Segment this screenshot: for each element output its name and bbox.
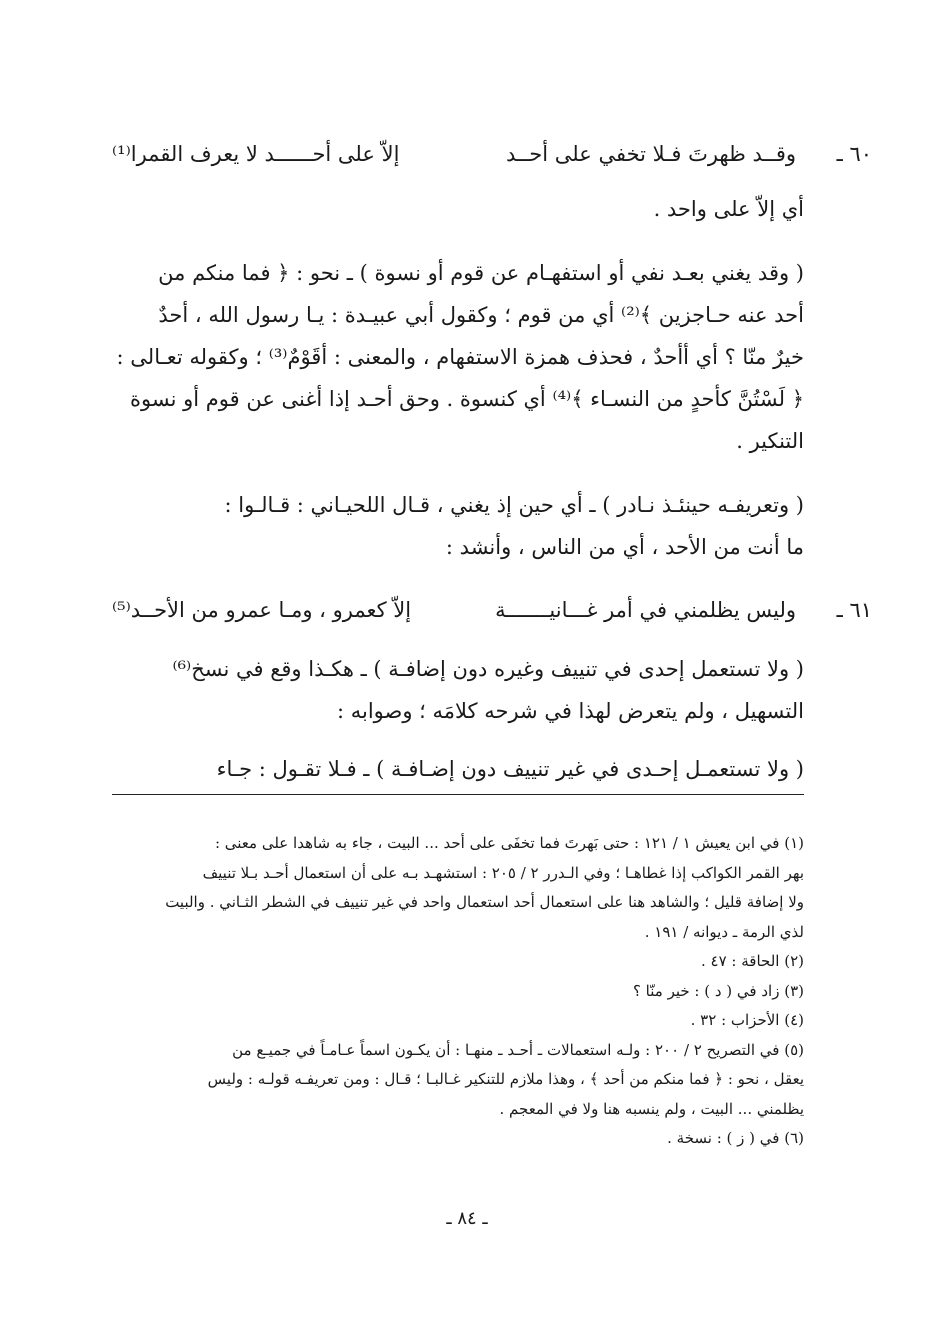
verse-first-hemistich: وقــد ظهرتَ فـلا تخفي على أحــد: [505, 142, 796, 166]
paragraph-line: التنكير .: [736, 429, 804, 453]
verse-number: ٦٠ ـ: [836, 142, 872, 166]
footnotes: [112, 829, 804, 1154]
paragraph-ahad-definite: [112, 484, 804, 568]
footnote-line: يعقل ، نحو : ﴿ فما منكم من أحد ﴾ ، وهذا ملازم للتنكير غـالبـا ؛ قـال : ومن تعريفـه قولـه : وليس: [207, 1070, 804, 1088]
paragraph-line: ( ولا تستعمـل إحـدى في غير تنييف دون إضـافـة ) ـ فـلا تقـول : جـاء: [216, 757, 804, 781]
page-number: ـ ٨٤ ـ: [446, 1208, 488, 1229]
verse-number: ٦١ ـ: [836, 598, 872, 622]
footnote-separator: [112, 794, 804, 795]
paragraph-line: أحد عنه حـاجزين ﴾⁽²⁾ أي من قوم ؛ وكقول أبي عبيـدة : يـا رسول الله ، أحدٌ: [158, 303, 804, 327]
paragraph-line: ( وتعريفـه حينئـذ نـادر ) ـ أي حين إذ يغني ، قـال اللحيـاني : قـالـوا :: [224, 493, 804, 517]
paragraph-line: ( وقد يغني بعـد نفي أو استفهـام عن قوم أو نسوة ) ـ نحو : ﴿ فما منكم من: [158, 261, 804, 285]
verse-first-hemistich: وليس يظلمني في أمر غـــانيـــــــة: [495, 598, 796, 622]
verse-second-hemistich: إلاّ كعمرو ، ومـا عمرو من الأحــد⁽⁵⁾: [112, 598, 412, 622]
paragraph-line: ما أنت من الأحد ، أي من الناس ، وأنشد :: [445, 535, 804, 559]
footnote-line: (٢) الحاقة : ٤٧ .: [700, 952, 804, 970]
paragraph-ihda: [112, 648, 804, 732]
paragraph-line: خيرٌ منّا ؟ أي أأحدٌ ، فحذف همزة الاستفهام ، والمعنى : أقَوْمٌ⁽³⁾ ؛ وكقوله تعـالى :: [116, 345, 804, 369]
paragraph-line: ( ولا تستعمل إحدى في تنييف وغيره دون إضافـة ) ـ هكـذا وقع في نسخ⁽⁶⁾: [172, 657, 804, 681]
footnote-line: (٦) في ( ز ) : نسخة .: [667, 1129, 804, 1147]
verse-60-gloss: أي إلاّ على واحد .: [653, 197, 804, 221]
paragraph-line: التسهيل ، ولم يتعرض لهذا في شرحه كلامَه ؛ وصوابه :: [336, 699, 804, 723]
verse-60: [112, 134, 872, 174]
footnote-line: ولا إضافة قليل ؛ والشاهد هنا على استعمال أحد استعمال واحد في غير تنييف في الشطر الثـاني . والبيت: [165, 893, 804, 911]
footnote-line: (١) في ابن يعيش ١ / ١٢١ : حتى بَهرتَ فما تخفَى على أحد ... البيت ، جاء به شاهدا على معنى :: [214, 834, 804, 852]
footnote-line: (٤) الأحزاب : ٣٢ .: [690, 1011, 804, 1029]
footnote-line: (٥) في التصريح ٢ / ٢٠٠ : ولـه استعمالات ـ أحـد ـ منهـا : أن يكـون اسماً عـامـاً في جميـع من: [232, 1040, 804, 1059]
verse-second-hemistich: إلاّ على أحــــــد لا يعرف القمرا⁽¹⁾: [112, 142, 400, 166]
paragraph-ahad-plural: [112, 252, 804, 462]
paragraph-ihda-corrected: [112, 748, 804, 790]
footnote-line: يظلمني ... البيت ، ولم ينسبه هنا ولا في المعجم .: [499, 1099, 804, 1118]
verse-61: [112, 590, 872, 630]
footnote-line: (٣) زاد في ( د ) : خير منّا ؟: [632, 981, 804, 1000]
footnote-line: لذي الرمة ـ ديوانه / ١٩١ .: [644, 922, 804, 941]
paragraph-line: ﴿ لَسْتُنَّ كأحدٍ من النسـاء ﴾⁽⁴⁾ أي كنسوة . وحق أحـد إذا أغنى عن قوم أو نسوة: [130, 387, 804, 411]
footnote-line: بهر القمر الكواكب إذا غطاهـا ؛ وفي الـدرر ٢ / ٢٠٥ : استشهـد بـه على أن استعمال أحـد بـلا تنييف: [202, 863, 804, 882]
